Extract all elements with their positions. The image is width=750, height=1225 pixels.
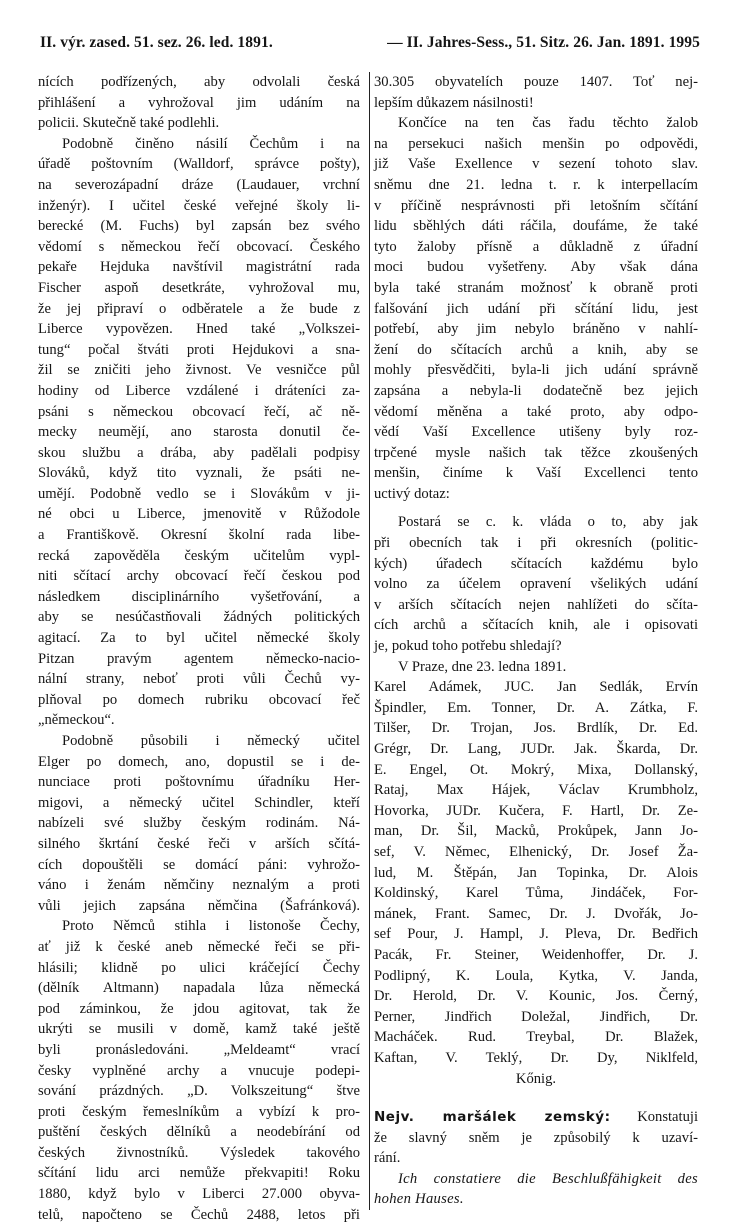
text-line: puštění českých dělníků a neodebírání od xyxy=(38,1124,360,1141)
text-line: vůli jejich zapsána němčina (Šafránková). xyxy=(38,897,360,914)
text-line: Rataj, Max Hájek, Václav Krumbholz, xyxy=(374,782,698,799)
text-line: Pitzan pravým agentem německo-nacio- xyxy=(38,650,360,667)
text-line: policii. Skutečně také podlehli. xyxy=(38,115,220,132)
marshal-statement-line3: rání. xyxy=(374,1150,401,1167)
text-line: falšování jich udání při sčítání lidu, jest xyxy=(374,300,698,317)
text-line: česky vyplněné archy a vnucuje podepi- xyxy=(38,1062,360,1079)
text-line: sef Pour, J. Hampl, J. Pleva, Dr. Bedřich xyxy=(374,926,698,943)
text-line: Macháček. Rud. Treybal, Dr. Blažek, xyxy=(374,1029,698,1046)
text-line: aby se nesúčastňovali žádných politických xyxy=(38,609,360,626)
text-line: Pacák, Fr. Steiner, Weidenhoffer, Dr. J. xyxy=(374,946,698,963)
text-line: inženýr). I učitel české veřejné školy li- xyxy=(38,197,360,214)
text-line: Fischer aspoň desetkráte, vyhrožoval mu, xyxy=(38,279,360,296)
text-line: Slováků, když tito vyznali, že psáti ne- xyxy=(38,465,360,482)
text-line: byli pronásledováni. „Meldeamt“ vrací xyxy=(38,1041,360,1058)
text-line: Dr. Herold, Dr. V. Kounic, Jos. Černý, xyxy=(374,988,698,1005)
text-line: v příčině nesprávnosti při letošním sčítání xyxy=(374,197,698,214)
text-line: žení do sčítacích archů a knih, aby se xyxy=(374,341,698,358)
text-line: byla také stranám možnosť k obraně proti xyxy=(374,279,698,296)
marshal-text-1: Konstatuji xyxy=(637,1109,698,1126)
text-line: vědomí s německou řečí obcovací. Českého xyxy=(38,238,360,255)
text-line: berecké (M. Fuchs) byl zapsán bez svého xyxy=(38,218,360,235)
text-line: vědomí měněna a také proto, aby odpo- xyxy=(374,403,698,420)
text-line: umějí. Podobně vedlo se i Slovákům v ji- xyxy=(38,485,360,502)
text-line: sněmu dne 21. ledna t. r. k interpellacím xyxy=(374,176,698,193)
text-line: následkem disciplinárního vyšetřování, a xyxy=(38,588,360,605)
text-line: Grégr, Dr. Lang, JUDr. Jak. Škarda, Dr. xyxy=(374,741,698,757)
text-line: sef, V. Němec, Elhenický, Dr. Josef Ža- xyxy=(374,843,698,860)
text-line: menšin, činíme k Vaší Excellenci tento xyxy=(374,465,698,482)
text-line: při obecních tak i při okresních (politic- xyxy=(374,535,698,552)
text-line: trpčené mysle našich tak těžce zkoušených xyxy=(374,444,698,461)
text-line: man, Dr. Šil, Macků, Prokůpek, Jann Jo- xyxy=(374,823,698,840)
text-line: hlásili; klidně po ulici kráčející Čechy xyxy=(38,959,360,976)
right-column-text xyxy=(374,72,698,1089)
text-line: cích archů a sčítacích knih, ale i opisovati xyxy=(374,617,698,634)
german-statement-line1: Ich constatiere die Beschlußfähigkeit des xyxy=(398,1170,698,1187)
text-line: 30.305 obyvatelích pouze 1407. Toť nej- xyxy=(374,74,698,90)
text-line: uctivý dotaz: xyxy=(374,485,450,502)
text-line: Podobně působili i německý učitel xyxy=(62,733,360,749)
text-line: proti českým řemeslníkům a vybízí k pro- xyxy=(38,1103,360,1120)
marshal-statement-line1 xyxy=(374,1107,698,1128)
text-line: recká zapověděla českým učitelům vypl- xyxy=(38,547,360,564)
text-line: Perner, Jindřich Doležal, Jindřich, Dr. xyxy=(374,1008,698,1025)
text-line: agitací. Za to byl učitel německé školy xyxy=(38,630,360,647)
text-line: ať již k české aneb německé řeči se při- xyxy=(38,938,360,955)
text-line: Tilšer, Dr. Trojan, Jos. Brdlík, Dr. Ed. xyxy=(374,720,698,737)
text-line: Kőnig. xyxy=(515,1070,557,1087)
text-line: volno za účelem opravení všelikých udání xyxy=(374,576,698,593)
left-column xyxy=(38,72,360,1225)
text-line: Elger po domech, ano, dopustil se i de- xyxy=(38,753,360,770)
text-line: skou službu a drába, aby padělali podpisy xyxy=(38,444,360,461)
text-line: přihlášení a vyhrožoval jim udáním na xyxy=(38,94,360,111)
text-line: českých živnostníků. Výsledek takového xyxy=(38,1144,360,1161)
text-line: potřebí, aby jim nebylo bráněno v nahlí- xyxy=(374,321,698,338)
header-german: — II. Jahres-Sess., 51. Sitz. 26. Jan. 1891. 1995 xyxy=(387,34,700,51)
text-line: váno i ženám němčiny neznalým a proti xyxy=(38,877,360,894)
text-line: tyto žaloby přísně a důkladně z úřadní xyxy=(374,238,698,255)
text-line: na persekuci našich menšin po odpovědi, xyxy=(374,135,698,152)
text-line: silného škrtání české řeči v arších sčítá- xyxy=(38,835,360,852)
text-line: Hovorka, JUDr. Kučera, F. Hartl, Dr. Ze- xyxy=(374,802,698,819)
text-line: lidu sběhlých dáti ráčila, doufáme, že také xyxy=(374,218,698,235)
text-line: zapsána a nebyla-li dodatečně bez jejich xyxy=(374,382,698,399)
text-line: telů, napočteno se Čechů 2488, letos při xyxy=(38,1206,360,1223)
text-line: nunciace proti poštovnímu úřadníku Her- xyxy=(38,774,360,791)
text-line: Končíce na ten čas řadu těchto žalob xyxy=(398,115,698,132)
marshal-statement-line2: že slavný sněm je způsobilý k uzaví- xyxy=(374,1129,698,1146)
text-line: mecky neumějí, ano starosta donutil če- xyxy=(38,424,360,441)
text-line: na severozápadní dráze (Laudauer, vrchní xyxy=(38,176,360,193)
text-line: pekaře Hejduka navštívil magistrátní rada xyxy=(38,259,360,276)
text-line: žil se zničiti jeho živnost. Ve vesničce půl xyxy=(38,362,360,379)
text-line: již Vaše Exellence v sezení tohoto slav. xyxy=(374,156,698,173)
text-line: mohly přesvědčiti, byla-li jich udání správně xyxy=(374,362,698,379)
text-line: psáni s německou obcovací řečí, ač ně- xyxy=(38,403,360,420)
text-line: tung“ počal štváti proti Hejdukovi a sna- xyxy=(38,341,360,358)
text-line: niti sčítací archy obcovací řečí českou pod xyxy=(38,568,360,585)
text-line: Postará se c. k. vláda o to, aby jak xyxy=(398,514,698,531)
text-line: E. Engel, Ot. Mokrý, Mixa, Dollanský, xyxy=(374,761,698,778)
text-line: lud, M. Štěpán, Jan Topinka, Dr. Alois xyxy=(374,864,698,881)
text-line: úřadě poštovním (Walldorf, správce pošty), xyxy=(38,156,360,173)
text-line: Liberce vypovězen. Hned také „Volkszei- xyxy=(38,321,360,338)
text-line: Podobně činěno násilí Čechům i na xyxy=(62,135,360,152)
text-line: a Františkově. Okresní školní rada libe- xyxy=(38,527,360,544)
text-line: pod záminkou, že jdou agitovat, tak že xyxy=(38,1000,360,1017)
text-line: nících podřízených, aby odvolali česká xyxy=(38,74,360,90)
text-line: V Praze, dne 23. ledna 1891. xyxy=(398,658,567,675)
text-line: v arších sčítacích nejen nahlížeti do sčíta- xyxy=(374,596,698,613)
text-line: nabízeli své služby českým rodinám. Ná- xyxy=(38,815,360,832)
text-line: hodiny od Liberce vzdálené i dráteníci za- xyxy=(38,382,360,399)
text-line: lepším důkazem násilnosti! xyxy=(374,94,534,111)
text-line: ukrýti se musili v domě, kamž také ještě xyxy=(38,1021,360,1038)
text-line: vědí Vaší Excellence utišeny byly roz- xyxy=(374,424,698,441)
text-line: migovi, a německý učitel Schindler, kteří xyxy=(38,794,360,811)
text-line: Špindler, Em. Tonner, Dr. A. Zátka, F. xyxy=(374,699,698,716)
german-statement-line2: hohen Hauses. xyxy=(374,1191,464,1208)
speaker-label: Nejv. maršálek zemský: xyxy=(374,1109,611,1126)
text-line: Koldinský, Karel Tůma, Jindáček, For- xyxy=(374,885,698,902)
text-line: 1880, když bylo v Liberci 27.000 obyva- xyxy=(38,1186,360,1203)
text-line: mánek, Frant. Samec, Dr. J. Dvořák, Jo- xyxy=(374,905,698,922)
text-line: sčítání lidu arci nemůže překvapiti! Roku xyxy=(38,1165,360,1182)
text-line: cích dopouštěli se domácí páni: vyhrožo- xyxy=(38,856,360,873)
text-line: nální strany, neboť proti vůli Čechů vy- xyxy=(38,671,360,688)
text-line: plňoval po domech rubriku obcovací řeč xyxy=(38,691,360,708)
text-line: že jej připraví o odběratele a že bude z xyxy=(38,300,360,317)
text-line: né obci u Liberce, jmenovitě v Růžodole xyxy=(38,506,360,523)
text-line: Proto Němců stihla i listonoše Čechy, xyxy=(62,918,360,935)
text-line: sování prázdných. „D. Volkszeitung“ štve xyxy=(38,1083,360,1100)
text-line: kých) úřadech sčítacích každému bylo xyxy=(374,555,698,572)
header-czech: II. výr. zased. 51. sez. 26. led. 1891. xyxy=(40,34,273,51)
page-header xyxy=(40,34,700,52)
text-line: moci budou vyšetřeny. Aby však dána xyxy=(374,259,698,276)
text-line: Kaftan, V. Teklý, Dr. Dy, Niklfeld, xyxy=(374,1049,698,1066)
text-line: je, pokud toho potřebu shledají? xyxy=(374,638,562,655)
text-line: „německou“. xyxy=(38,712,115,729)
right-column xyxy=(369,72,698,1210)
text-line: Podlipný, K. Loula, Kytka, V. Janda, xyxy=(374,967,698,984)
text-line: (dělník Altmann) napadala lůza německá xyxy=(38,980,360,997)
text-line: Karel Adámek, JUC. Jan Sedlák, Ervín xyxy=(374,679,698,696)
